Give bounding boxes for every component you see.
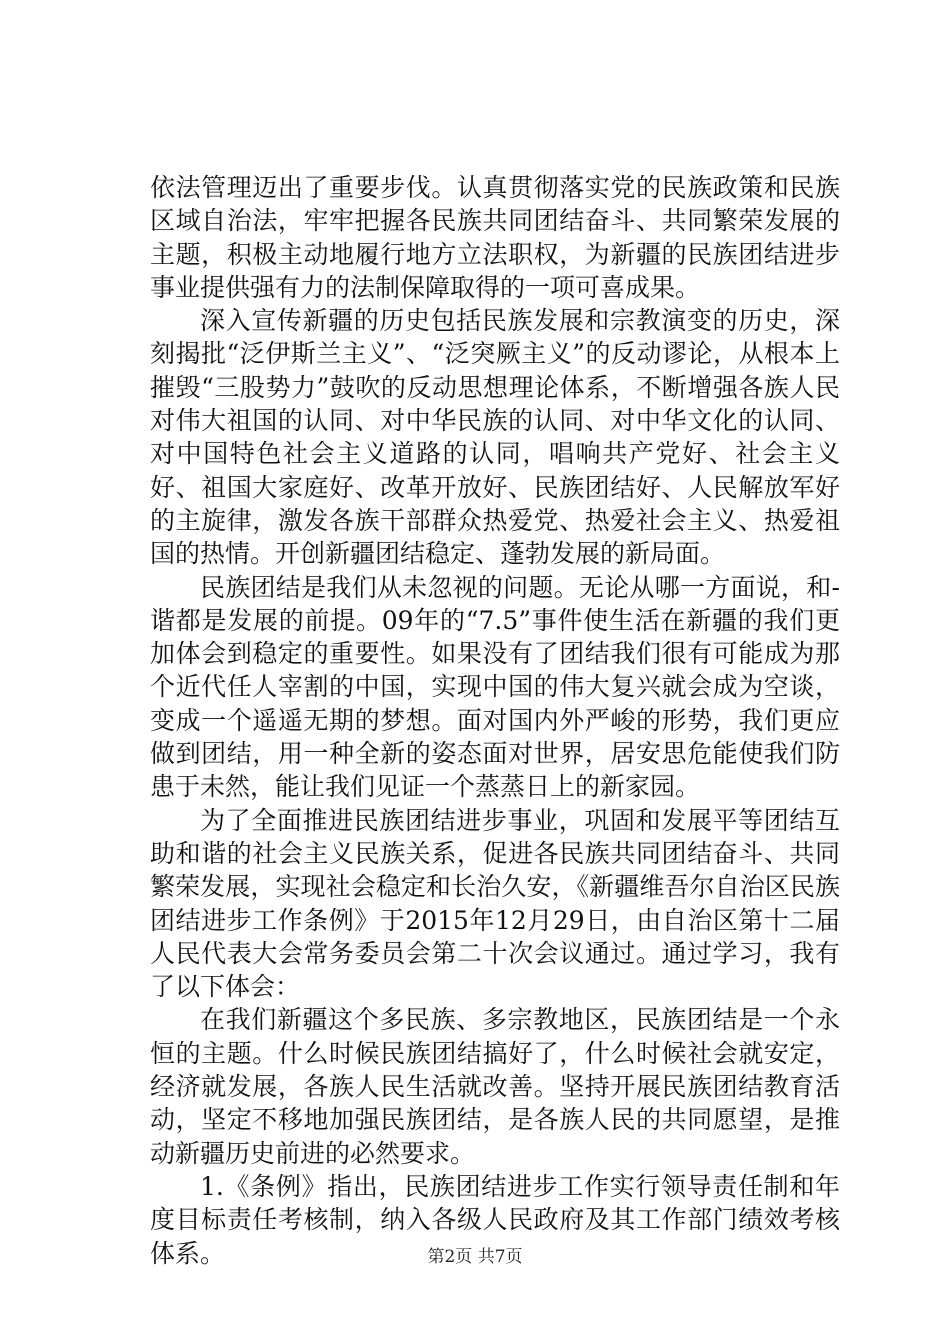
document-body [150,171,840,1270]
paragraph-ethnic-unity: 民族团结是我们从未忽视的问题。无论从哪一方面说，和-谐都是发展的前提。09年的“7.5”事件使生活在新疆的我们更加体会到稳定的重要性。如果没有了团结我们很有可能成为那个近代任人宰割的中国，实现中国的伟大复兴就会成为空谈，变成一个遥遥无期的梦想。面对国内外严峻的形势，我们更应做到团结，用一种全新的姿态面对世界，居安思危能使我们防患于未然，能让我们见证一个蒸蒸日上的新家园。 [150,572,840,802]
paragraph-point-one: 1.《条例》指出，民族团结进步工作实行领导责任制和年度目标责任考核制，纳入各级人民政府及其工作部门绩效考核体系。 [150,1171,840,1268]
paragraph-regulation-adoption: 为了全面推进民族团结进步事业，巩固和发展平等团结互助和谐的社会主义民族关系，促进各民族共同团结奋斗、共同繁荣发展，实现社会稳定和长治久安，《新疆维吾尔自治区民族团结进步工作条例》于2015年12月29日，由自治区第十二届人民代表大会常务委员会第二十次会议通过。通过学习，我有了以下体会： [150,805,840,1002]
paragraph-eternal-theme: 在我们新疆这个多民族、多宗教地区，民族团结是一个永恒的主题。什么时候民族团结搞好了，什么时候社会就安定，经济就发展，各族人民生活就改善。坚持开展民族团结教育活动，坚定不移地加强民族团结，是各族人民的共同愿望，是推动新疆历史前进的必然要求。 [150,1005,840,1168]
page-number-footer: 第2页 共7页 [427,1247,523,1267]
paragraph-history-propaganda: 深入宣传新疆的历史包括民族发展和宗教演变的历史，深刻揭批“泛伊斯兰主义”、“泛突厥主义”的反动谬论，从根本上摧毁“三股势力”鼓吹的反动思想理论体系，不断增强各族人民对伟大祖国的认同、对中华民族的认同、对中华文化的认同、对中国特色社会主义道路的认同，唱响共产党好、社会主义好、祖国大家庭好、改革开放好、民族团结好、人民解放军好的主旋律，激发各族干部群众热爱党、热爱社会主义、热爱祖国的热情。开创新疆团结稳定、蓬勃发展的新局面。 [150,306,840,569]
paragraph-continuation: 依法管理迈出了重要步伐。认真贯彻落实党的民族政策和民族区域自治法，牢牢把握各民族共同团结奋斗、共同繁荣发展的主题，积极主动地履行地方立法职权，为新疆的民族团结进步事业提供强有力的法制保障取得的一项可喜成果。 [150,173,840,302]
